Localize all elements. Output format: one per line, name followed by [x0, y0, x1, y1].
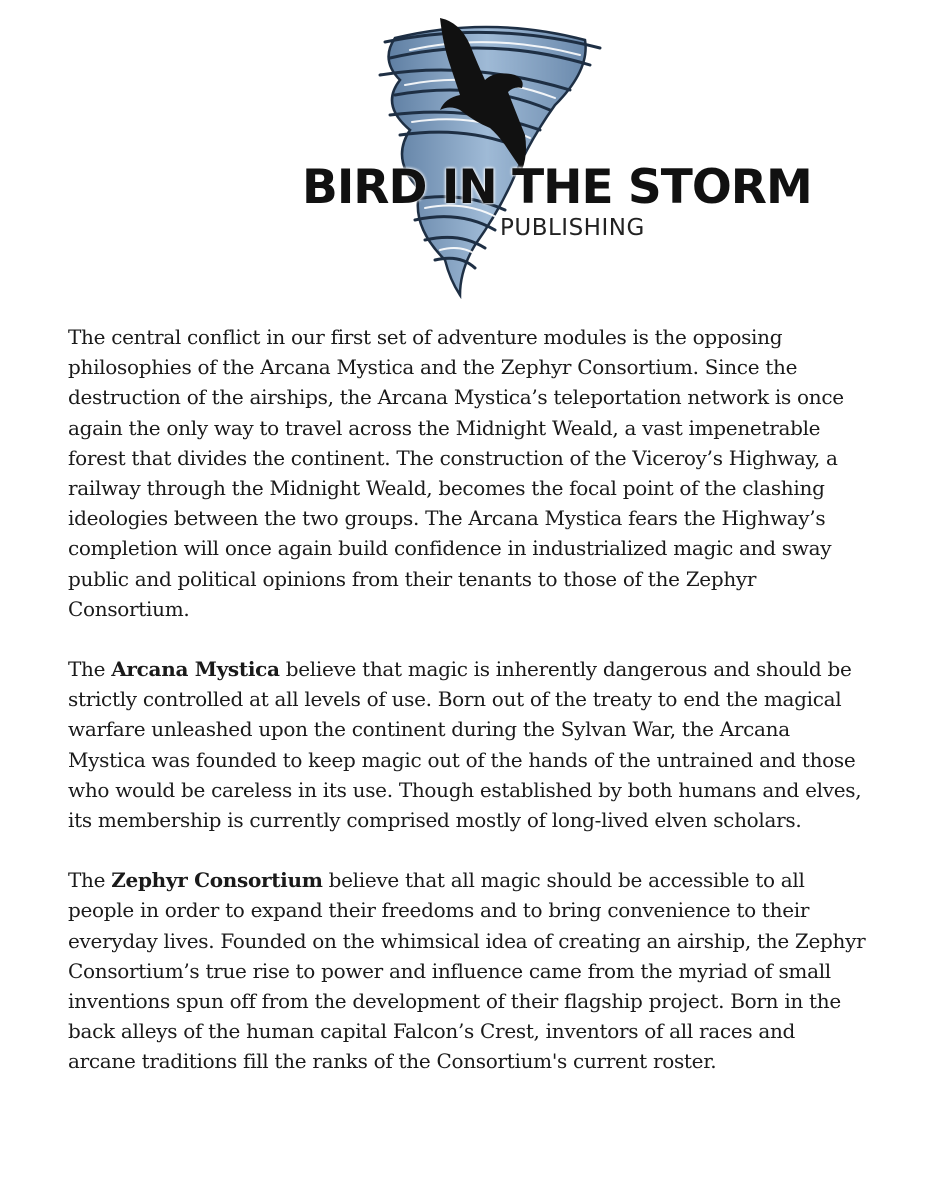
tornado-icon — [300, 10, 660, 302]
arcana-mystica-term: Arcana Mystica — [111, 657, 280, 682]
publisher-logo — [300, 10, 812, 302]
paragraph-conflict: The central conflict in our first set of adventure modules is the opposing philosophies of the Arcana Mystica and the Zephyr Consortium. Since the destruction of the airships, the Arcana Mystica’s teleportation network is once again the only way to travel across the Midnight Weald, a vast impenetrable forest that divides the continent. The construction of the Viceroy’s Highway, a railway through the Midnight Weald, becomes the focal point of the clashing ideologies between the two groups. The Arcana Mystica fears the Highway’s completion will once again build confidence in industrialized magic and sway public and political opinions from their tenants to those of the Zephyr Consortium. — [68, 325, 844, 621]
zephyr-consortium-term: Zephyr Consortium — [111, 868, 323, 893]
logo-title: BIRD IN THE STORM — [302, 160, 812, 215]
paragraph-zephyr-consortium: The Zephyr Consortium believe that all magic should be accessible to all people in order to expand their freedoms and to bring convenience to their everyday lives. Founded on the whimsical idea of creating an airship, the Zephyr Consortium’s true rise to power and influence came from the myriad of small inventions spun off from the development of their flagship project. Born in the back alleys of the human capital Falcon’s Crest, inventors of all races and arcane traditions fill the ranks of the Consortium's current roster. — [68, 868, 866, 1074]
document-body — [68, 322, 868, 1107]
paragraph-arcana-mystica: The Arcana Mystica believe that magic is inherently dangerous and should be strictly controlled at all levels of use. Born out of the treaty to end the magical warfare unleashed upon the continent during the Sylvan War, the Arcana Mystica was founded to keep magic out of the hands of the untrained and those who would be careless in its use. Though established by both humans and elves, its membership is currently comprised mostly of long-lived elven scholars. — [68, 657, 862, 833]
logo-subtitle: PUBLISHING — [500, 215, 645, 241]
